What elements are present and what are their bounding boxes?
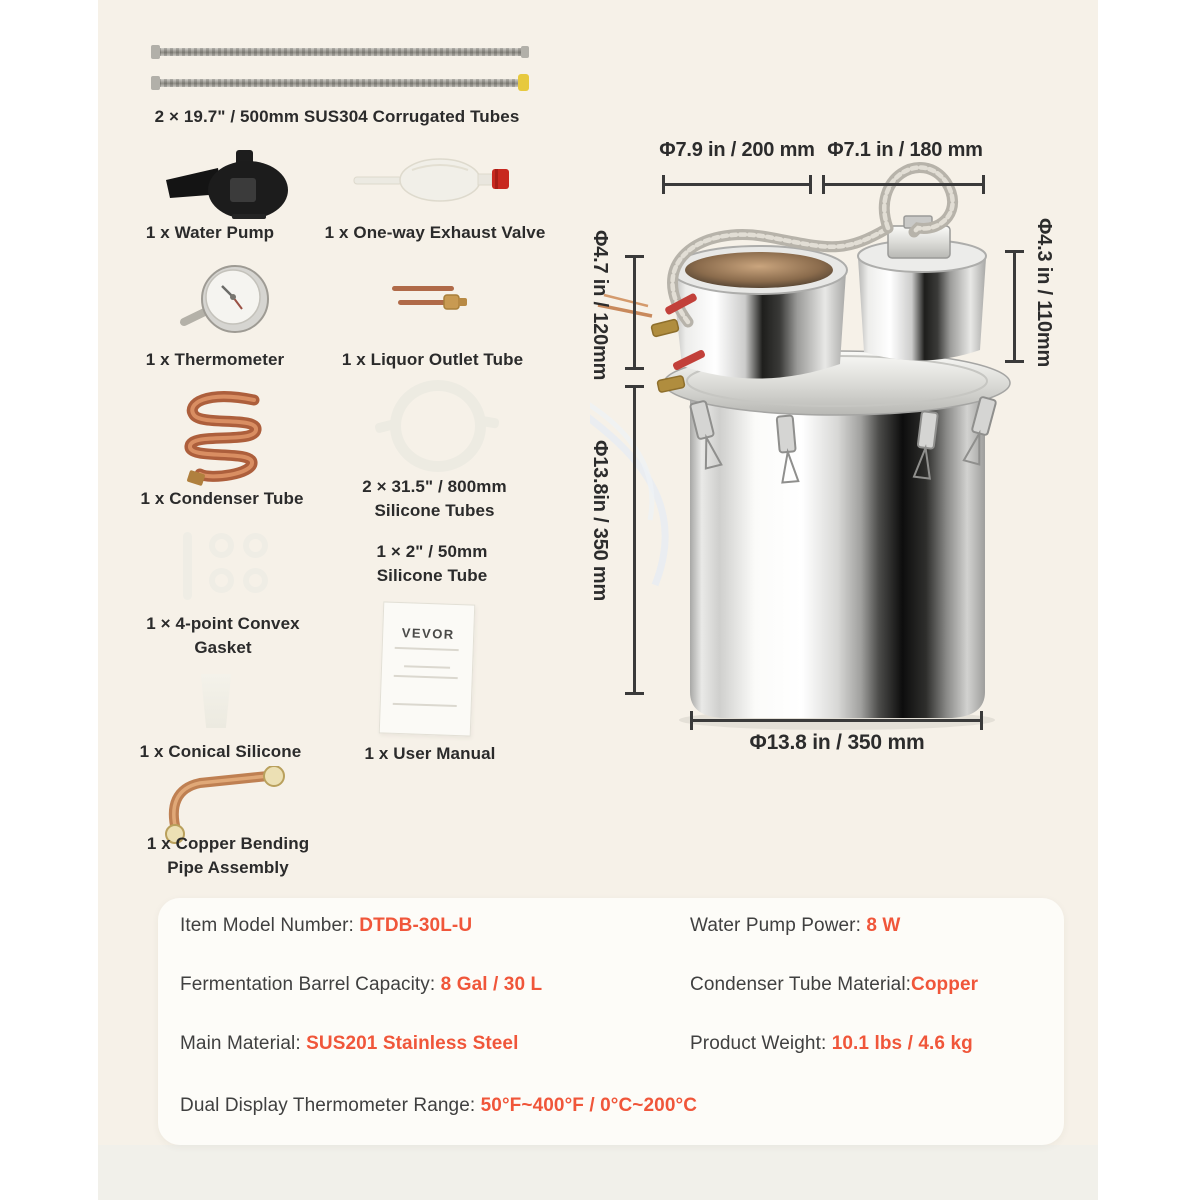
- dim-right-pot-line: [1013, 250, 1016, 363]
- corrugated-tube-icon: [155, 79, 525, 87]
- spec-label: Product Weight:: [690, 1033, 832, 1054]
- condenser-tube-icon: [176, 388, 271, 488]
- condenser-tube-label: 1 x Condenser Tube: [140, 489, 304, 508]
- exhaust-valve-icon: [352, 156, 517, 204]
- water-pump-icon: [160, 148, 295, 220]
- silicone-tubes-800-label: 2 × 31.5" / 800mm Silicone Tubes: [362, 477, 507, 520]
- silicone-tubes-icon: [390, 380, 486, 472]
- user-manual-label: 1 x User Manual: [364, 744, 496, 763]
- spec-pump-power: [690, 915, 900, 937]
- spec-condenser-material: [690, 974, 978, 996]
- conical-silicone-label: 1 x Conical Silicone: [139, 742, 302, 761]
- liquor-outlet-tube-label: 1 x Liquor Outlet Tube: [341, 350, 524, 369]
- spec-barrel-capacity: [180, 974, 542, 996]
- spec-value: 10.1 lbs / 4.6 kg: [831, 1033, 973, 1054]
- silicone-tube-50-label: 1 × 2" / 50mm Silicone Tube: [376, 542, 488, 585]
- spec-panel: [158, 898, 1064, 1145]
- spec-value: DTDB-30L-U: [359, 915, 473, 936]
- water-pump-label: 1 x Water Pump: [145, 223, 275, 242]
- spec-value: Copper: [911, 974, 979, 995]
- dim-barrel-width-label: Φ13.8 in / 350 mm: [749, 731, 925, 754]
- dim-barrel-height-line: [633, 385, 636, 695]
- spec-value: 50°F~400°F / 0°C~200°C: [480, 1095, 698, 1116]
- dim-top-left-line: [662, 183, 812, 186]
- spec-label: Water Pump Power:: [690, 915, 867, 936]
- user-manual-icon: [379, 601, 476, 736]
- spec-thermometer-range: [180, 1095, 697, 1117]
- dim-left-pot-label: Φ4.7 in / 120mm: [589, 230, 611, 381]
- dim-top-right-label: Φ7.1 in / 180 mm: [827, 139, 983, 161]
- dim-left-pot-line: [633, 255, 636, 370]
- corrugated-tubes-label: 2 × 19.7" / 500mm SUS304 Corrugated Tubes: [154, 107, 520, 126]
- spec-label: Fermentation Barrel Capacity:: [180, 974, 441, 995]
- spec-label: Item Model Number:: [180, 915, 360, 936]
- gasket-bar-icon: [183, 532, 192, 600]
- spec-product-weight: [690, 1033, 973, 1055]
- gasket-ring-icon: [243, 568, 268, 593]
- spec-main-material: [180, 1033, 518, 1055]
- gasket-ring-icon: [209, 568, 234, 593]
- thermometer-label: 1 x Thermometer: [145, 350, 285, 369]
- spec-label: Condenser Tube Material:: [690, 974, 912, 995]
- spec-item-model: [180, 915, 472, 937]
- convex-gasket-label: 1 × 4-point Convex Gasket: [146, 614, 300, 657]
- spec-value: 8 W: [866, 915, 901, 936]
- manual-logo: VEVOR: [401, 625, 455, 642]
- dim-top-left-label: Φ7.9 in / 200 mm: [659, 139, 815, 161]
- spec-label: Dual Display Thermometer Range:: [180, 1095, 481, 1116]
- spec-value: SUS201 Stainless Steel: [306, 1033, 519, 1054]
- dim-top-right-line: [822, 183, 985, 186]
- distiller-product-image: [590, 140, 1090, 790]
- gasket-ring-icon: [209, 533, 234, 558]
- corrugated-tube-icon: [155, 48, 525, 56]
- spec-label: Main Material:: [180, 1033, 307, 1054]
- spec-value: 8 Gal / 30 L: [440, 974, 543, 995]
- thermometer-icon: [172, 262, 277, 347]
- liquor-outlet-tube-icon: [390, 283, 472, 315]
- gasket-ring-icon: [243, 533, 268, 558]
- exhaust-valve-label: 1 x One-way Exhaust Valve: [324, 223, 546, 242]
- dim-barrel-height-label: Φ13.8in / 350 mm: [589, 440, 611, 602]
- dim-right-pot-label: Φ4.3 in / 110mm: [1033, 218, 1055, 368]
- bottom-background-strip: [98, 1145, 1098, 1200]
- dim-barrel-width-line: [690, 719, 983, 722]
- copper-bending-pipe-label: 1 x Copper Bending Pipe Assembly: [146, 834, 310, 877]
